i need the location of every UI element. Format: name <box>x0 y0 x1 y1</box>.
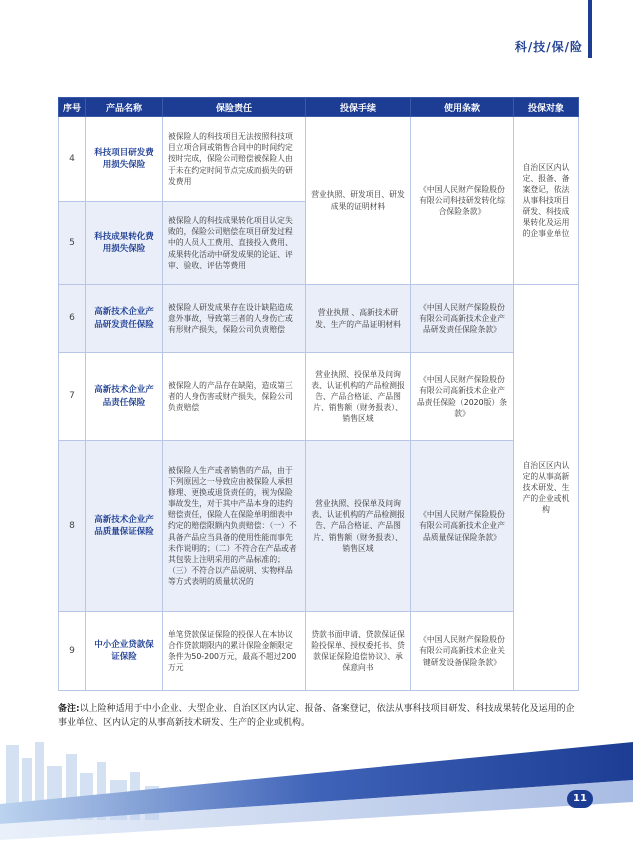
table-header-row <box>59 98 579 117</box>
section-title: 科/技/保/险 <box>514 40 583 54</box>
procedure-text: 营业执照、投保单及问询表、认证机构的产品检测报告、产品合格证、产品图片、销售额（财务报表）、销售区域 <box>306 353 411 441</box>
row-number: 5 <box>59 202 86 285</box>
product-name: 科技成果转化费用损失保险 <box>86 202 163 285</box>
product-name: 中小企业贷款保证保险 <box>86 612 163 691</box>
terms-text: 《中国人民财产保险股份有限公司高新技术企业产品责任保险（2020版）条款》 <box>411 353 514 441</box>
row-number: 9 <box>59 612 86 691</box>
row-number: 6 <box>59 285 86 353</box>
terms-text: 《中国人民财产保险股份有限公司高新技术企业关键研发设备保险条款》 <box>411 612 514 691</box>
header-accent-bar <box>588 0 592 58</box>
footnote-label: 备注: <box>58 704 80 714</box>
coverage-text: 被保险人的科技项目无法按照科技项目立项合同或销售合同中的时间约定按时完成，保险公司赔偿被保险人由于未在约定时间节点完成而损失的研发费用 <box>163 117 306 202</box>
terms-text: 《中国人民财产保险股份有限公司高新技术企业产品研发责任保险条款》 <box>411 285 514 353</box>
terms-text: 《中国人民财产保险股份有限公司高新技术企业产品质量保证保险条款》 <box>411 441 514 612</box>
header-terms: 使用条款 <box>411 98 514 117</box>
row-number: 8 <box>59 441 86 612</box>
header-num: 序号 <box>59 98 86 117</box>
header-product-name: 产品名称 <box>86 98 163 117</box>
table-row <box>59 612 579 691</box>
footnote-text: 以上险种适用于中小企业、大型企业、自治区区内认定、报备、备案登记，依法从事科技项目研发、科技成果转化及运用的企事业单位、区内认定的从事高新技术研发、生产的企业或机构。 <box>58 704 575 728</box>
header-coverage: 保险责任 <box>163 98 306 117</box>
procedure-text: 营业执照 、高新技术研发、生产的产品证明材料 <box>306 285 411 353</box>
terms-text: 《中国人民财产保险股份有限公司科技研发转化综合保险条款》 <box>411 117 514 285</box>
city-skyline-decoration <box>0 740 633 851</box>
table-row <box>59 353 579 441</box>
product-name: 高新技术企业产品质量保证保险 <box>86 441 163 612</box>
row-number: 7 <box>59 353 86 441</box>
coverage-text: 被保险人生产或者销售的产品，由于下列原因之一导致应由被保险人承担修理、更换或退货责任的，视为保险事故发生，对于其中产品本身的违约赔偿责任，保险人在保险单明细表中约定的赔偿限额内负责赔偿：（一）不具备产品应当具备的使用性能而事先未作说明的；（二）不符合在产品或者其包装上注明采用的产品标准的；（三）不符合以产品说明、实物样品等方式表明的质量状况的 <box>163 441 306 612</box>
coverage-text: 被保险人的科技成果转化项目认定失败的，保险公司赔偿在项目研发过程中的人员人工费用、直接投入费用、成果转化活动中研发成果的论证、评审、验收、评估等费用 <box>163 202 306 285</box>
header-target: 投保对象 <box>514 98 579 117</box>
product-name: 高新技术企业产品研发责任保险 <box>86 285 163 353</box>
header-procedure: 投保手续 <box>306 98 411 117</box>
footnote <box>58 703 578 731</box>
coverage-text: 单笔贷款保证保险的投保人在本协议合作贷款期限内的累计保险金额限定条件为50-200万元，最高不超过200万元 <box>163 612 306 691</box>
target-text: 自治区区内认定的从事高新技术研发、生产的企业或机构 <box>514 285 579 691</box>
procedure-text: 营业执照、研发项目、研发成果的证明材料 <box>306 117 411 285</box>
page-number: 11 <box>567 790 593 808</box>
procedure-text: 贷款书面申请、贷款保证保险投保单、授权委托书、贷款保证保险追偿协议》、承保意向书 <box>306 612 411 691</box>
table-row <box>59 117 579 202</box>
coverage-text: 被保险人的产品存在缺陷，造成第三者的人身伤害或财产损失，保险公司负责赔偿 <box>163 353 306 441</box>
product-name: 高新技术企业产品责任保险 <box>86 353 163 441</box>
insurance-product-table <box>58 97 579 691</box>
product-name: 科技项目研发费用损失保险 <box>86 117 163 202</box>
target-text: 自治区区内认定、报备、备案登记，依法从事科技项目研发、科技成果转化及运用的企事业单位 <box>514 117 579 285</box>
table-row <box>59 441 579 612</box>
procedure-text: 营业执照、投保单及问询表、认证机构的产品检测报告、产品合格证、产品图片、销售额（财务报表）、销售区域 <box>306 441 411 612</box>
row-number: 4 <box>59 117 86 202</box>
coverage-text: 被保险人研发成果存在设计缺陷造成意外事故，导致第三者的人身伤亡或有形财产损失，保险公司负责赔偿 <box>163 285 306 353</box>
table-row <box>59 285 579 353</box>
